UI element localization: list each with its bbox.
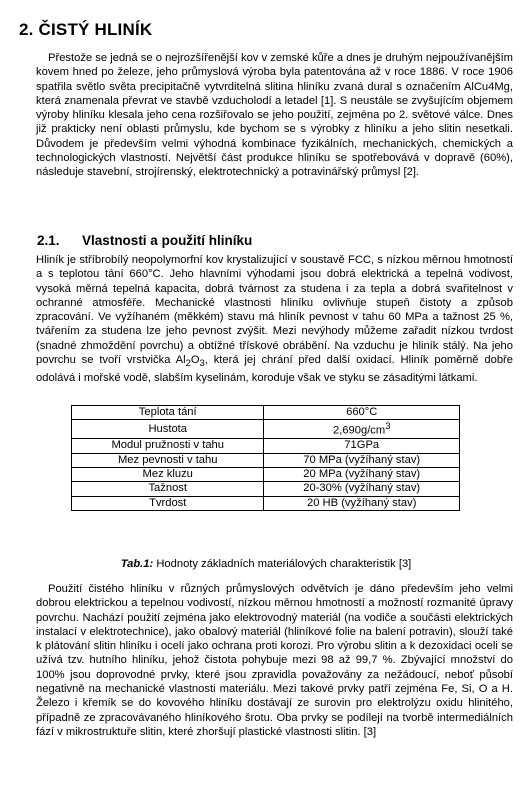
table-cell-value xyxy=(264,420,460,439)
table-row xyxy=(72,420,460,439)
table-cell-property: Teplota tání xyxy=(72,406,264,420)
table-row xyxy=(72,406,460,420)
paragraph-usage xyxy=(36,582,513,739)
paragraph-properties xyxy=(36,253,513,385)
table-cell-property: Mez pevnosti v tahu xyxy=(72,453,264,467)
table-row xyxy=(72,439,460,453)
table-cell-value: 70 MPa (vyžíhaný stav) xyxy=(264,453,460,467)
table-caption-text: Hodnoty základních materiálových charakteristik [3] xyxy=(153,558,412,570)
properties-table xyxy=(71,405,460,511)
table-cell-property: Modul pružnosti v tahu xyxy=(72,439,264,453)
table-cell-value: 20 HB (vyžíhaný stav) xyxy=(264,496,460,510)
section-number: 2.1. xyxy=(37,233,60,248)
table-caption-label: Tab.1: xyxy=(120,558,154,570)
density-value: 2,690g/cm xyxy=(332,425,386,438)
paragraph-intro-text: Přestože se jedná se o nejrozšířenější kov v zemské kůře a dnes je druhým nejpoužívanějším kovem hned po železe, jeho průmyslová výroba byla patentována až v roce 1886. V roce 1906 spatřila světlo světa precipitačně vytvrditelná slitina hliníku zvaná dural s označením AlCu4Mg, která znamenala převrat ve stavbě vzducholodí a letadel [1]. S neustále se zvyšujícím objemem výroby hliníku klesala jeho cena rozšiřovalo se jeho použití, zejména po 2. světové válce. Dnes již prakticky není oblasti průmyslu, kde bychom se s výrobky z hliníku a jeho slitin nesetkali. Důvodem je především velmi výhodná kombinace fyzikálních, mechanických, chemických a technologických vlastností. Největší část produkce hliníku se spotřebovává v dopravě (60%), následuje stavební, strojírenský, elektrotechnický a potravinářský průmysl [2]. xyxy=(36,52,513,179)
table-cell-property: Mez kluzu xyxy=(72,467,264,481)
density-unit-exponent: 3 xyxy=(385,421,391,432)
table-row xyxy=(72,453,460,467)
table-row xyxy=(72,482,460,496)
formula-subscript-2: 2 xyxy=(185,358,191,369)
table-row xyxy=(72,496,460,510)
table-cell-value: 71GPa xyxy=(264,439,460,453)
table-cell-property: Tvrdost xyxy=(72,496,264,510)
formula-subscript-3: 3 xyxy=(199,358,205,369)
paragraph-properties-text-a: Hliník je stříbrobílý neopolymorfní kov krystalizující v soustavě FCC, s nízkou měrnou hmotností a s teplotou tání 660°C. Jeho hlavními výhodami jsou dobrá elektrická a tepelná vodivost, vysoká měrná tepelná kapacita, dobrá tvárnost za studena i za tepla a dobrá svařitelnost v ochranné atmosféře. Mechanické vlastnosti hliníku ovlivňuje stupeň čistoty a způsob zpracování. Ve vyžíhaném (měkkém) stavu má hliník pevnost v tahu 60 MPa a tažnost 25 %, tvářením za studena lze jeho pevnost zvýšit. Mezi nevýhody můžeme zařadit nízkou tvrdost (snadné zhmoždění povrchu) a obtížné třískové obrábění. Na vzduchu je hliník stálý. Na jeho povrchu se tvoří vrstvička Al xyxy=(36,254,513,367)
table-cell-value: 660°C xyxy=(264,406,460,420)
section-heading xyxy=(37,233,252,248)
table-cell-property: Hustota xyxy=(72,420,264,439)
paragraph-usage-text: Použití čistého hliníku v různých průmyslových odvětvích je dáno především jeho velmi dobrou elektrickou a tepelnou vodivostí, nízkou měrnou hmotností a možností rozmanité úpravy povrchu. Nachází použití zejména jako elektrovodný materiál (na vodiče a součásti elektrických instalací v elektrotechnice), jako obalový materiál (hliníkové folie na balení potravin), slouží také k plátování slitin hliníku i ocelí jako ochrana proti korozi. Pro výrobu slitin a k dezoxidaci oceli se užívá tzv. hutního hliníku, jehož čistota pohybuje mezi 98 až 99,7 %. Zbývající množství do 100% jsou doprovodné prvky, které jsou zpravidla považovány za nežádoucí, neboť působí negativně na mechanické vlastnosti materiálu. Mezi takové prvky patří zejména Fe, Si, O a H. Železo i křemík se do kovového hliníku dostávají ze surovin pro elektrolýzu oxidu hlinitého, případně ze zpracovávaného hliníkového šrotu. Oba prvky se podílejí na tvorbě intermediálních fází v mikrostruktuře slitin, které zhoršují plastické vlastnosti slitin. [3] xyxy=(36,583,513,738)
table-cell-value: 20-30% (vyžíhaný stav) xyxy=(264,482,460,496)
table-cell-property: Tažnost xyxy=(72,482,264,496)
table-cell-value: 20 MPa (vyžíhaný stav) xyxy=(264,467,460,481)
table-caption xyxy=(0,558,532,570)
section-title: Vlastnosti a použití hliníku xyxy=(82,233,253,248)
paragraph-intro xyxy=(36,51,513,180)
table-row xyxy=(72,467,460,481)
formula-oxygen: O xyxy=(190,354,200,367)
paragraph-properties-text-b: , která jej chrání před další oxidací. Hliník poměrně dobře odolává i mořské vodě, slabším kyselinám, koroduje však ve styku se zásaditými látkami. xyxy=(36,354,513,384)
chapter-heading: 2. ČISTÝ HLINÍK xyxy=(19,20,153,39)
